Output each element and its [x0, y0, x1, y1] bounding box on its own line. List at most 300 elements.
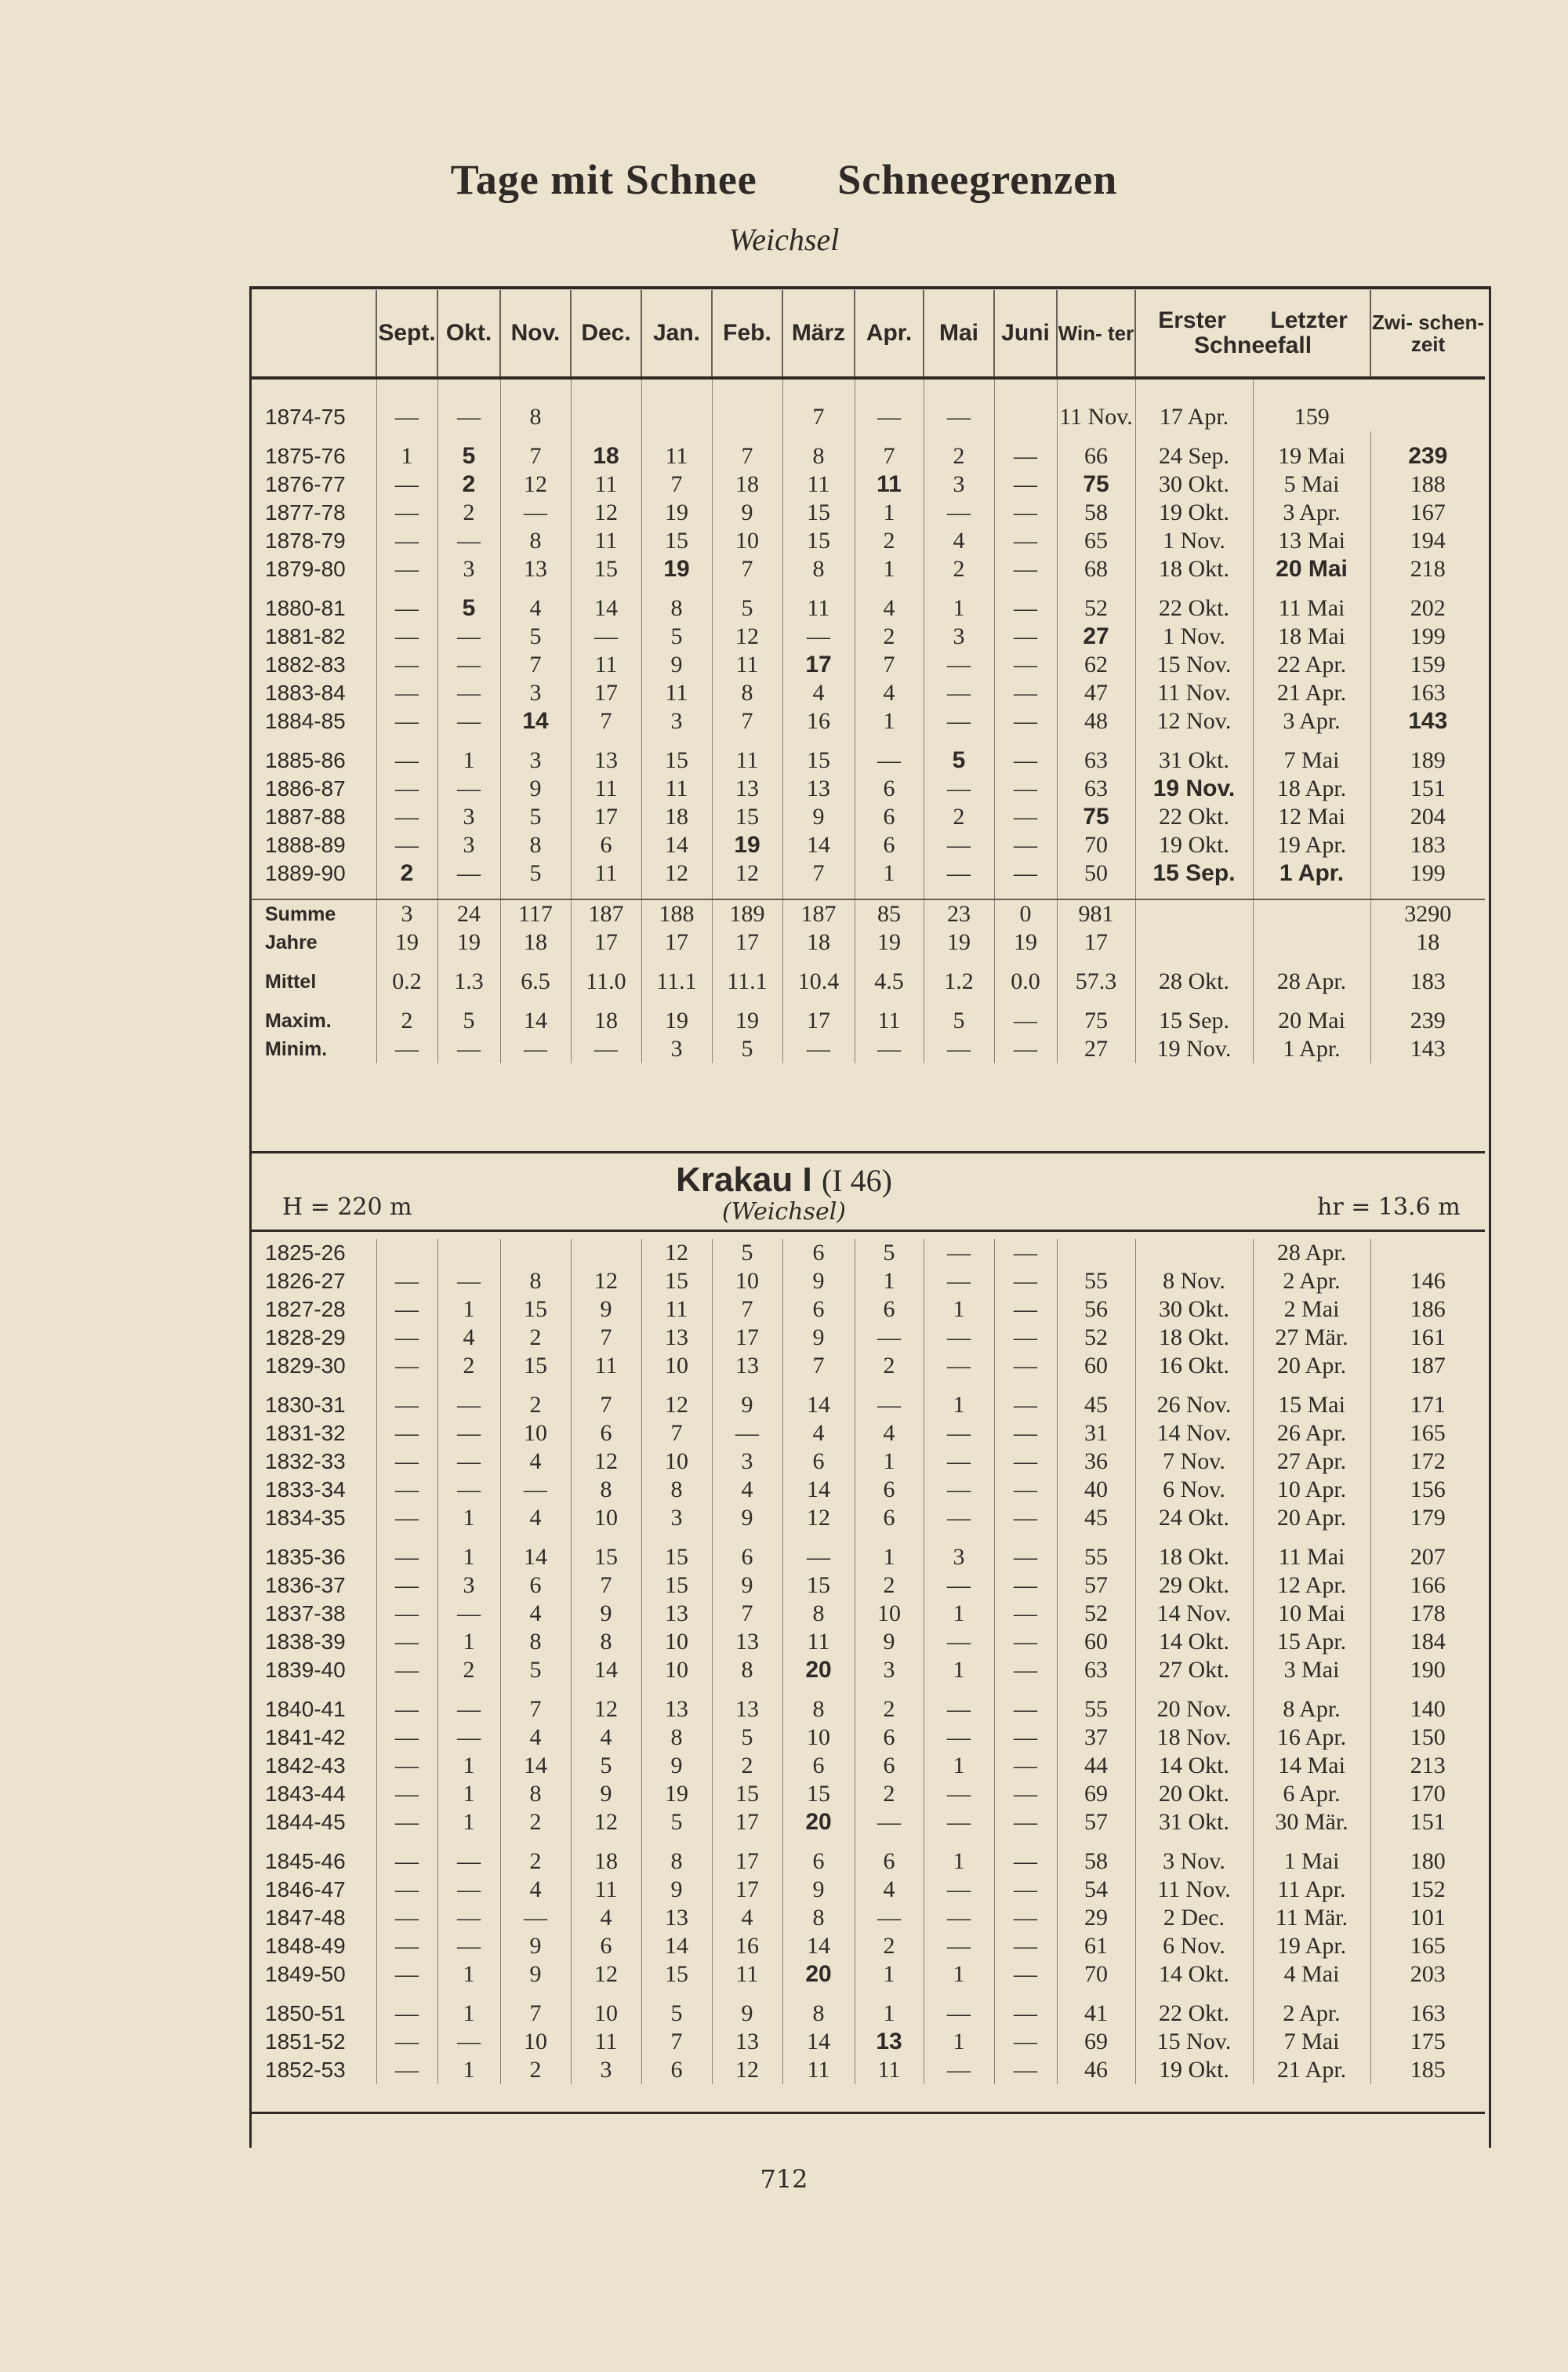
spacer-cell: [641, 1836, 712, 1847]
value-cell: —: [994, 651, 1057, 679]
value-cell: 7: [641, 2028, 712, 2056]
value-cell: 2: [855, 1571, 924, 1600]
value-cell: 6: [855, 1295, 924, 1324]
value-cell: 7 Mai: [1253, 746, 1370, 775]
spacer-cell: [500, 1380, 571, 1391]
value-cell: 85: [855, 899, 924, 928]
value-cell: 1: [855, 2000, 924, 2028]
spacer-cell: [1135, 996, 1253, 1007]
value-cell: —: [994, 679, 1057, 707]
spacer-cell: [855, 1989, 924, 2000]
value-cell: 12 Apr.: [1253, 1571, 1370, 1600]
value-cell: 9: [782, 1267, 855, 1295]
spacer-cell: [994, 996, 1057, 1007]
value-cell: 19: [924, 928, 994, 957]
value-cell: 75: [1057, 470, 1135, 499]
value-cell: 1: [437, 1752, 500, 1780]
spacer-cell: [1253, 1989, 1370, 2000]
value-cell: —: [924, 651, 994, 679]
value-cell: —: [376, 651, 437, 679]
year-cell: 1838-39: [265, 1629, 346, 1654]
value-cell: 52: [1057, 1600, 1135, 1628]
value-cell: —: [376, 1932, 437, 1960]
value-cell: 1: [855, 1960, 924, 1989]
spacer-cell: [924, 1836, 994, 1847]
spacer-cell: [924, 736, 994, 746]
value-cell: 10: [855, 1600, 924, 1628]
value-cell: 16 Apr.: [1253, 1724, 1370, 1752]
table-row: [251, 1695, 1485, 1724]
snow-table-krakau: [251, 1239, 1485, 2084]
value-cell: 12: [641, 1239, 712, 1267]
value-cell: 159: [1253, 378, 1370, 431]
year-cell: 1888-89: [265, 833, 346, 857]
value-cell: 15 Mai: [1253, 1391, 1370, 1419]
value-cell: 31: [1057, 1419, 1135, 1448]
value-cell: —: [437, 378, 500, 431]
value-cell: 18 Nov.: [1135, 1724, 1253, 1752]
value-cell: 11: [782, 470, 855, 499]
spacer-cell: [1253, 1836, 1370, 1847]
value-cell: —: [924, 1504, 994, 1532]
value-cell: 30 Okt.: [1135, 1295, 1253, 1324]
value-cell: 40: [1057, 1476, 1135, 1504]
value-cell: 1: [437, 1780, 500, 1808]
value-cell: 47: [1057, 679, 1135, 707]
value-cell: —: [994, 707, 1057, 736]
header-apr: Apr.: [855, 290, 924, 378]
value-cell: 56: [1057, 1295, 1135, 1324]
year-cell: 1845-46: [265, 1849, 346, 1873]
value-cell: —: [376, 470, 437, 499]
year-cell: 1840-41: [265, 1697, 346, 1721]
header-mai: Mai: [924, 290, 994, 378]
spacer-cell: [641, 1684, 712, 1695]
spacer-cell: [1057, 957, 1135, 968]
spacer-cell: [712, 996, 782, 1007]
value-cell: 165: [1370, 1419, 1485, 1448]
value-cell: 3 Nov.: [1135, 1847, 1253, 1876]
value-cell: 5: [571, 1752, 641, 1780]
value-cell: —: [994, 775, 1057, 803]
spacer-cell: [924, 1989, 994, 2000]
value-cell: 44: [1057, 1752, 1135, 1780]
value-cell: 58: [1057, 1847, 1135, 1876]
value-cell: —: [376, 2000, 437, 2028]
value-cell: —: [437, 527, 500, 555]
value-cell: 8: [571, 1476, 641, 1504]
year-cell: 1837-38: [265, 1601, 346, 1626]
value-cell: 15: [641, 1571, 712, 1600]
year-cell: 1875-76: [265, 444, 346, 468]
value-cell: 11: [571, 859, 641, 888]
value-cell: 1.3: [437, 968, 500, 996]
spacer-cell: [782, 1380, 855, 1391]
value-cell: [500, 1239, 571, 1267]
value-cell: —: [437, 679, 500, 707]
value-cell: [712, 378, 782, 431]
value-cell: 10 Apr.: [1253, 1476, 1370, 1504]
year-cell: 1874-75: [265, 405, 346, 429]
spacer-cell: [1057, 1684, 1135, 1695]
value-cell: —: [994, 831, 1057, 859]
value-cell: —: [924, 1035, 994, 1063]
value-cell: 179: [1370, 1504, 1485, 1532]
value-cell: 45: [1057, 1504, 1135, 1532]
spacer-cell: [251, 957, 376, 968]
value-cell: 184: [1370, 1628, 1485, 1656]
spacer-row: [251, 736, 1485, 746]
value-cell: 14: [782, 1391, 855, 1419]
value-cell: 11 Nov.: [1135, 1876, 1253, 1904]
value-cell: 9: [571, 1780, 641, 1808]
value-cell: 12: [712, 859, 782, 888]
value-cell: [1135, 899, 1253, 928]
divider: [251, 1230, 1485, 1232]
value-cell: 6: [855, 775, 924, 803]
value-cell: —: [994, 1035, 1057, 1063]
spacer-cell: [994, 736, 1057, 746]
value-cell: 14 Nov.: [1135, 1419, 1253, 1448]
spacer-row: [251, 1380, 1485, 1391]
value-cell: 6: [855, 1476, 924, 1504]
value-cell: 15: [641, 527, 712, 555]
year-cell: 1882-83: [265, 652, 346, 677]
table-row: [251, 1600, 1485, 1628]
year-cell: 1843-44: [265, 1782, 346, 1806]
table1-body: [251, 378, 1485, 1063]
value-cell: 37: [1057, 1724, 1135, 1752]
value-cell: 2: [855, 1352, 924, 1380]
value-cell: 6: [782, 1239, 855, 1267]
value-cell: 10: [571, 2000, 641, 2028]
station-name: Krakau I: [676, 1161, 812, 1199]
spacer-cell: [994, 583, 1057, 594]
value-cell: 1: [924, 1752, 994, 1780]
value-cell: —: [500, 1904, 571, 1932]
spacer-cell: [376, 1989, 437, 2000]
value-cell: 13: [712, 1695, 782, 1724]
table-row: [251, 2056, 1485, 2084]
value-cell: —: [437, 1035, 500, 1063]
spacer-cell: [641, 736, 712, 746]
value-cell: [1057, 1239, 1135, 1267]
year-cell: 1841-42: [265, 1725, 346, 1749]
value-cell: 1 Nov.: [1135, 623, 1253, 651]
spacer-cell: [571, 1532, 641, 1543]
year-cell: 1885-86: [265, 748, 346, 772]
value-cell: 14: [782, 1476, 855, 1504]
value-cell: 18 Okt.: [1135, 1543, 1253, 1571]
spacer-cell: [571, 957, 641, 968]
value-cell: 19: [855, 928, 924, 957]
spacer-cell: [1370, 888, 1485, 899]
value-cell: 18: [712, 470, 782, 499]
value-cell: 17: [712, 1847, 782, 1876]
value-cell: [1370, 1239, 1485, 1267]
value-cell: [641, 378, 712, 431]
value-cell: 17: [712, 928, 782, 957]
value-cell: —: [924, 378, 994, 431]
value-cell: 36: [1057, 1448, 1135, 1476]
value-cell: 7: [500, 442, 571, 470]
spacer-row: [251, 1684, 1485, 1695]
value-cell: 27: [1057, 1035, 1135, 1063]
value-cell: 163: [1370, 679, 1485, 707]
value-cell: 11: [855, 1007, 924, 1035]
value-cell: 10: [500, 2028, 571, 2056]
spacer-cell: [924, 996, 994, 1007]
value-cell: 10: [712, 1267, 782, 1295]
spacer-cell: [782, 736, 855, 746]
value-cell: 0.2: [376, 968, 437, 996]
value-cell: 15: [782, 527, 855, 555]
value-cell: 11: [712, 1960, 782, 1989]
value-cell: 16: [782, 707, 855, 736]
value-cell: 143: [1370, 1035, 1485, 1063]
value-cell: 6: [571, 1419, 641, 1448]
year-cell: 1844-45: [265, 1810, 346, 1834]
spacer-cell: [712, 1684, 782, 1695]
value-cell: 4: [500, 1600, 571, 1628]
value-cell: —: [994, 1295, 1057, 1324]
spacer-cell: [376, 736, 437, 746]
value-cell: 2: [437, 1656, 500, 1684]
value-cell: 3: [437, 831, 500, 859]
value-cell: —: [924, 775, 994, 803]
value-cell: —: [437, 1876, 500, 1904]
value-cell: 7: [712, 555, 782, 583]
value-cell: 9: [712, 2000, 782, 2028]
value-cell: 163: [1370, 2000, 1485, 2028]
value-cell: 13: [641, 1695, 712, 1724]
header-dec: Dec.: [571, 290, 641, 378]
value-cell: 11.1: [712, 968, 782, 996]
table-row: [251, 651, 1485, 679]
spacer-cell: [571, 1989, 641, 2000]
value-cell: 178: [1370, 1600, 1485, 1628]
year-cell: 1827-28: [265, 1297, 346, 1321]
value-cell: 13: [641, 1904, 712, 1932]
value-cell: 63: [1057, 775, 1135, 803]
spacer-cell: [571, 1684, 641, 1695]
spacer-cell: [571, 996, 641, 1007]
value-cell: 4: [924, 527, 994, 555]
value-cell: 13 Mai: [1253, 527, 1370, 555]
value-cell: 4: [782, 1419, 855, 1448]
value-cell: —: [376, 1035, 437, 1063]
value-cell: 3: [924, 623, 994, 651]
value-cell: —: [376, 2056, 437, 2084]
value-cell: 4: [500, 594, 571, 623]
value-cell: 981: [1057, 899, 1135, 928]
spacer-cell: [641, 888, 712, 899]
page-title: [0, 155, 1568, 204]
value-cell: 9: [782, 1876, 855, 1904]
year-cell: 1881-82: [265, 624, 346, 648]
year-cell: 1834-35: [265, 1506, 346, 1530]
value-cell: 18: [571, 1007, 641, 1035]
value-cell: 2 Apr.: [1253, 2000, 1370, 2028]
spacer-row: [251, 1532, 1485, 1543]
value-cell: —: [782, 623, 855, 651]
value-cell: 8 Apr.: [1253, 1695, 1370, 1724]
table-row: [251, 2000, 1485, 2028]
stats-label: Mittel: [265, 971, 317, 993]
year-cell: 1877-78: [265, 500, 346, 525]
year-cell: 1878-79: [265, 529, 346, 553]
table-row: [251, 1752, 1485, 1780]
value-cell: —: [376, 555, 437, 583]
value-cell: 24 Okt.: [1135, 1504, 1253, 1532]
value-cell: 52: [1057, 1324, 1135, 1352]
spacer-cell: [500, 1532, 571, 1543]
value-cell: 8: [782, 2000, 855, 2028]
value-cell: 7: [571, 1391, 641, 1419]
value-cell: —: [437, 1724, 500, 1752]
value-cell: 9: [571, 1295, 641, 1324]
value-cell: 4: [782, 679, 855, 707]
spacer-cell: [855, 1532, 924, 1543]
header-okt: Okt.: [437, 290, 500, 378]
value-cell: 1: [437, 1960, 500, 1989]
value-cell: 17: [782, 1007, 855, 1035]
spacer-cell: [251, 431, 376, 442]
value-cell: 11: [782, 2056, 855, 2084]
header-snowfall: [1135, 290, 1370, 378]
value-cell: 27 Okt.: [1135, 1656, 1253, 1684]
value-cell: 4: [500, 1504, 571, 1532]
spacer-cell: [1370, 957, 1485, 968]
value-cell: 50: [1057, 859, 1135, 888]
value-cell: 19: [641, 555, 712, 583]
spacer-cell: [1057, 583, 1135, 594]
value-cell: —: [994, 1876, 1057, 1904]
value-cell: —: [994, 1724, 1057, 1752]
value-cell: 190: [1370, 1656, 1485, 1684]
header-row: [251, 290, 1485, 378]
table-row: [251, 499, 1485, 527]
table-row: [251, 1324, 1485, 1352]
spacer-row: [251, 888, 1485, 899]
year-cell: 1836-37: [265, 1573, 346, 1597]
value-cell: 19: [712, 831, 782, 859]
value-cell: —: [994, 470, 1057, 499]
station-height: H = 220 m: [282, 1193, 412, 1221]
value-cell: 171: [1370, 1391, 1485, 1419]
value-cell: 6: [855, 1724, 924, 1752]
spacer-cell: [251, 583, 376, 594]
value-cell: 185: [1370, 2056, 1485, 2084]
value-cell: 15: [782, 746, 855, 775]
value-cell: 22 Okt.: [1135, 594, 1253, 623]
year-cell: 1826-27: [265, 1269, 346, 1293]
spacer-cell: [1253, 431, 1370, 442]
spacer-cell: [500, 1684, 571, 1695]
value-cell: [571, 378, 641, 431]
value-cell: 3 Mai: [1253, 1656, 1370, 1684]
value-cell: —: [924, 679, 994, 707]
value-cell: 70: [1057, 1960, 1135, 1989]
value-cell: 46: [1057, 2056, 1135, 2084]
value-cell: 19: [712, 1007, 782, 1035]
spacer-cell: [1253, 1380, 1370, 1391]
value-cell: —: [924, 1476, 994, 1504]
value-cell: —: [994, 1543, 1057, 1571]
divider: [251, 2112, 1485, 2114]
value-cell: 12: [571, 499, 641, 527]
value-cell: 14: [500, 1752, 571, 1780]
spacer-cell: [251, 1836, 376, 1847]
value-cell: 18 Mai: [1253, 623, 1370, 651]
value-cell: 1: [437, 1543, 500, 1571]
spacer-cell: [251, 1989, 376, 2000]
value-cell: 20 Nov.: [1135, 1695, 1253, 1724]
value-cell: 3 Apr.: [1253, 499, 1370, 527]
header-sept: Sept.: [376, 290, 437, 378]
value-cell: —: [437, 1600, 500, 1628]
value-cell: 6: [782, 1847, 855, 1876]
value-cell: 15: [712, 1780, 782, 1808]
value-cell: 15 Sep.: [1135, 1007, 1253, 1035]
value-cell: —: [994, 1904, 1057, 1932]
value-cell: —: [376, 378, 437, 431]
value-cell: —: [994, 1695, 1057, 1724]
value-cell: 3: [712, 1448, 782, 1476]
value-cell: 10: [641, 1352, 712, 1380]
value-cell: 11: [855, 2056, 924, 2084]
value-cell: —: [924, 1324, 994, 1352]
value-cell: —: [437, 1904, 500, 1932]
spacer-cell: [437, 957, 500, 968]
year-cell: 1887-88: [265, 805, 346, 829]
value-cell: 57.3: [1057, 968, 1135, 996]
spacer-cell: [1057, 996, 1135, 1007]
value-cell: 12 Mai: [1253, 803, 1370, 831]
value-cell: 7: [782, 1352, 855, 1380]
value-cell: 19: [994, 928, 1057, 957]
value-cell: 13: [782, 775, 855, 803]
spacer-cell: [437, 1684, 500, 1695]
spacer-cell: [1057, 1532, 1135, 1543]
value-cell: 19 Okt.: [1135, 831, 1253, 859]
value-cell: —: [994, 594, 1057, 623]
value-cell: 9: [712, 1571, 782, 1600]
spacer-cell: [1370, 583, 1485, 594]
value-cell: —: [994, 499, 1057, 527]
value-cell: —: [376, 594, 437, 623]
value-cell: 19 Nov.: [1135, 1035, 1253, 1063]
table-row: [251, 1808, 1485, 1836]
value-cell: 194: [1370, 527, 1485, 555]
spacer-cell: [641, 1989, 712, 2000]
spacer-cell: [437, 1532, 500, 1543]
value-cell: —: [924, 499, 994, 527]
value-cell: —: [437, 2028, 500, 2056]
spacer-cell: [855, 736, 924, 746]
value-cell: 101: [1370, 1904, 1485, 1932]
value-cell: 2: [500, 1808, 571, 1836]
value-cell: 28 Okt.: [1135, 968, 1253, 996]
value-cell: 1: [855, 1267, 924, 1295]
value-cell: 166: [1370, 1571, 1485, 1600]
year-cell: 1851-52: [265, 2029, 346, 2054]
value-cell: 29 Okt.: [1135, 1571, 1253, 1600]
value-cell: 2: [376, 859, 437, 888]
value-cell: 13: [712, 2028, 782, 2056]
value-cell: 3: [571, 2056, 641, 2084]
value-cell: 5: [641, 623, 712, 651]
